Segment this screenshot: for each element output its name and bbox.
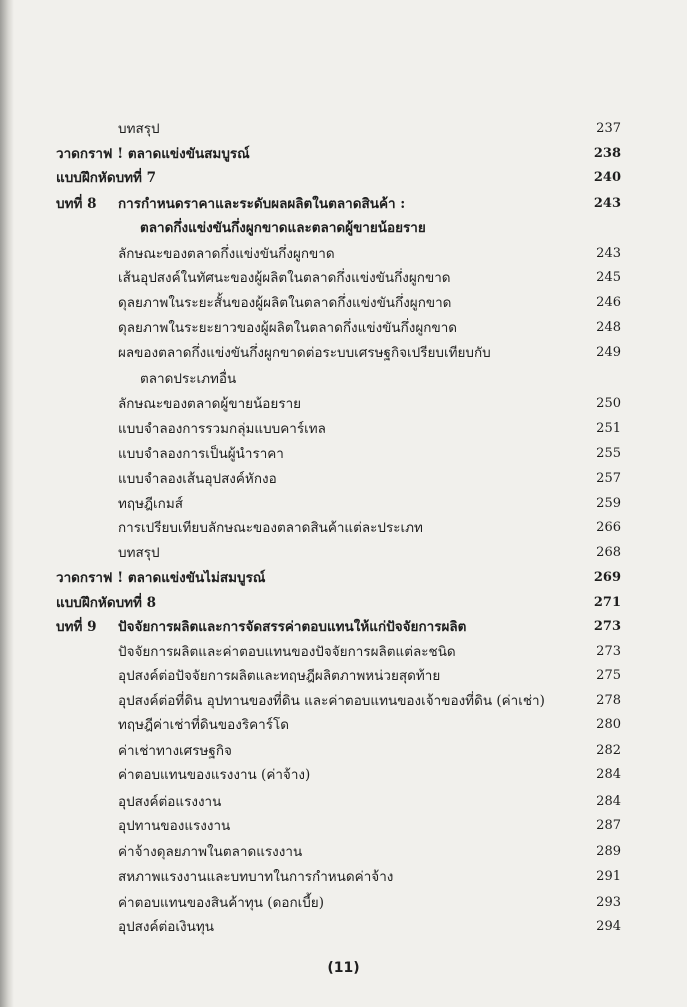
toc-entry-title: อุปสงค์ต่อปัจจัยการผลิตและทฤษฎีผลิตภาพหน่วยสุดท้าย — [118, 668, 441, 684]
toc-entry — [0, 243, 687, 265]
toc-entry-page: 251 — [596, 421, 621, 436]
toc-entry-page: 255 — [596, 446, 621, 461]
toc-entry-page: 240 — [593, 170, 621, 185]
toc-entry-page: 266 — [596, 520, 621, 535]
toc-entry-page: 293 — [596, 895, 621, 910]
toc-entry — [0, 368, 687, 390]
toc-entry-page: 249 — [596, 345, 621, 360]
toc-entry — [0, 342, 687, 364]
toc-entry — [0, 118, 687, 140]
toc-entry-page: 287 — [596, 818, 621, 833]
toc-entry — [0, 443, 687, 465]
toc-entry-page: 250 — [596, 396, 621, 411]
toc-entry-page: 257 — [596, 471, 621, 486]
toc-entry — [0, 217, 687, 239]
toc-entry-page: 291 — [596, 869, 621, 884]
toc-entry-title: การกำหนดราคาและระดับผลผลิตในตลาดสินค้า : — [118, 196, 406, 212]
toc-entry-page: 269 — [593, 570, 621, 585]
toc-entry-title: แบบฝึกหัดบทที่ 7 — [56, 170, 157, 186]
toc-entry-page: 246 — [596, 295, 621, 310]
toc-entry — [0, 616, 687, 638]
toc-entry-title: ทฤษฎีค่าเช่าที่ดินของริคาร์โด — [118, 717, 289, 733]
toc-entry-title: แบบจำลองเส้นอุปสงค์หักงอ — [118, 471, 277, 487]
toc-entry — [0, 764, 687, 786]
toc-entry-page: 294 — [596, 919, 621, 934]
toc-entry-page: 275 — [596, 668, 621, 683]
toc-entry-page: 245 — [596, 270, 621, 285]
toc-entry-page: 243 — [593, 196, 621, 211]
toc-entry — [0, 317, 687, 339]
toc-entry-page: 284 — [596, 767, 621, 782]
toc-entry — [0, 393, 687, 415]
toc-entry-title: สหภาพแรงงานและบทบาทในการกำหนดค่าจ้าง — [118, 869, 394, 885]
toc-entry — [0, 542, 687, 564]
toc-entry — [0, 167, 687, 189]
toc-entry-page: 273 — [596, 644, 621, 659]
toc-entry-title: วาดกราฟ ! ตลาดแข่งขันไม่สมบูรณ์ — [56, 570, 266, 586]
toc-entry — [0, 418, 687, 440]
toc-entry — [0, 740, 687, 762]
toc-entry — [0, 815, 687, 837]
toc-entry — [0, 866, 687, 888]
toc-entry — [0, 143, 687, 165]
toc-entry-title: ค่าเช่าทางเศรษฐกิจ — [118, 743, 232, 759]
toc-entry-title: อุปสงค์ต่อที่ดิน อุปทานของที่ดิน และค่าตอบแทนของเจ้าของที่ดิน (ค่าเช่า) — [118, 693, 545, 709]
toc-entry — [0, 592, 687, 614]
toc-entry-title: ค่าตอบแทนของสินค้าทุน (ดอกเบี้ย) — [118, 895, 324, 911]
toc-entry — [0, 916, 687, 938]
toc-entry-title: บทสรุป — [118, 545, 160, 561]
toc-entry-title: อุปสงค์ต่อเงินทุน — [118, 919, 214, 935]
toc-entry-title: ตลาดกึ่งแข่งขันกึ่งผูกขาดและตลาดผู้ขายน้อยราย — [140, 220, 426, 236]
toc-entry-page: 289 — [596, 844, 621, 859]
toc-entry — [0, 892, 687, 914]
toc-entry — [0, 641, 687, 663]
toc-entry-title: แบบจำลองการเป็นผู้นำราคา — [118, 446, 284, 462]
toc-entry — [0, 493, 687, 515]
toc-entry-page: 259 — [596, 496, 621, 511]
toc-entry — [0, 193, 687, 215]
toc-entry-title: ทฤษฎีเกมส์ — [118, 496, 183, 512]
toc-entry-page: 237 — [596, 121, 621, 136]
toc-entry-title: ค่าตอบแทนของแรงงาน (ค่าจ้าง) — [118, 767, 311, 783]
toc-entry-title: ปัจจัยการผลิตและการจัดสรรค่าตอบแทนให้แก่ปัจจัยการผลิต — [118, 619, 467, 635]
toc-entry-page: 243 — [596, 246, 621, 261]
toc-entry-title: ลักษณะของตลาดกึ่งแข่งขันกึ่งผูกขาด — [118, 246, 335, 262]
toc-entry-page: 271 — [593, 595, 621, 610]
toc-entry-title: แบบจำลองการรวมกลุ่มแบบคาร์เทล — [118, 421, 326, 437]
toc-entry — [0, 468, 687, 490]
toc-entry — [0, 665, 687, 687]
toc-entry-title: ผลของตลาดกึ่งแข่งขันกึ่งผูกขาดต่อระบบเศรษฐกิจเปรียบเทียบกับ — [118, 345, 491, 361]
toc-entry — [0, 841, 687, 863]
toc-entry-title: อุปทานของแรงงาน — [118, 818, 231, 834]
toc-entry-title: แบบฝึกหัดบทที่ 8 — [56, 595, 157, 611]
toc-entry-title: ตลาดประเภทอื่น — [140, 371, 237, 387]
toc-entry-title: ดุลยภาพในระยะยาวของผู้ผลิตในตลาดกึ่งแข่งขันกึ่งผูกขาด — [118, 320, 458, 336]
toc-entry-title: วาดกราฟ ! ตลาดแข่งขันสมบูรณ์ — [56, 146, 250, 162]
chapter-label: บทที่ 8 — [56, 196, 97, 212]
toc-entry-page: 278 — [596, 693, 621, 708]
toc-entry-page: 248 — [596, 320, 621, 335]
toc-entry-page: 280 — [596, 717, 621, 732]
toc-entry — [0, 517, 687, 539]
toc-entry — [0, 292, 687, 314]
toc-entry-title: ดุลยภาพในระยะสั้นของผู้ผลิตในตลาดกึ่งแข่งขันกึ่งผูกขาด — [118, 295, 452, 311]
toc-entry-title: การเปรียบเทียบลักษณะของตลาดสินค้าแต่ละประเภท — [118, 520, 423, 536]
chapter-label: บทที่ 9 — [56, 619, 97, 635]
page-number: (11) — [327, 960, 360, 976]
toc-entry-page: 282 — [596, 743, 621, 758]
toc-entry-title: อุปสงค์ต่อแรงงาน — [118, 794, 222, 810]
toc-entry — [0, 567, 687, 589]
toc-entry-title: ลักษณะของตลาดผู้ขายน้อยราย — [118, 396, 302, 412]
toc-entry-title: ค่าจ้างดุลยภาพในตลาดแรงงาน — [118, 844, 303, 860]
toc-entry — [0, 791, 687, 813]
toc-entry-page: 238 — [593, 146, 621, 161]
toc-entry-page: 284 — [596, 794, 621, 809]
toc-entry-title: เส้นอุปสงค์ในทัศนะของผู้ผลิตในตลาดกึ่งแข่งขันกึ่งผูกขาด — [118, 270, 451, 286]
toc-entry — [0, 690, 687, 712]
toc-entry-title: ปัจจัยการผลิตและค่าตอบแทนของปัจจัยการผลิตแต่ละชนิด — [118, 644, 456, 660]
toc-entry — [0, 714, 687, 736]
toc-entry — [0, 267, 687, 289]
toc-entry-page: 268 — [596, 545, 621, 560]
toc-entry-title: บทสรุป — [118, 121, 160, 137]
toc-entry-page: 273 — [593, 619, 621, 634]
